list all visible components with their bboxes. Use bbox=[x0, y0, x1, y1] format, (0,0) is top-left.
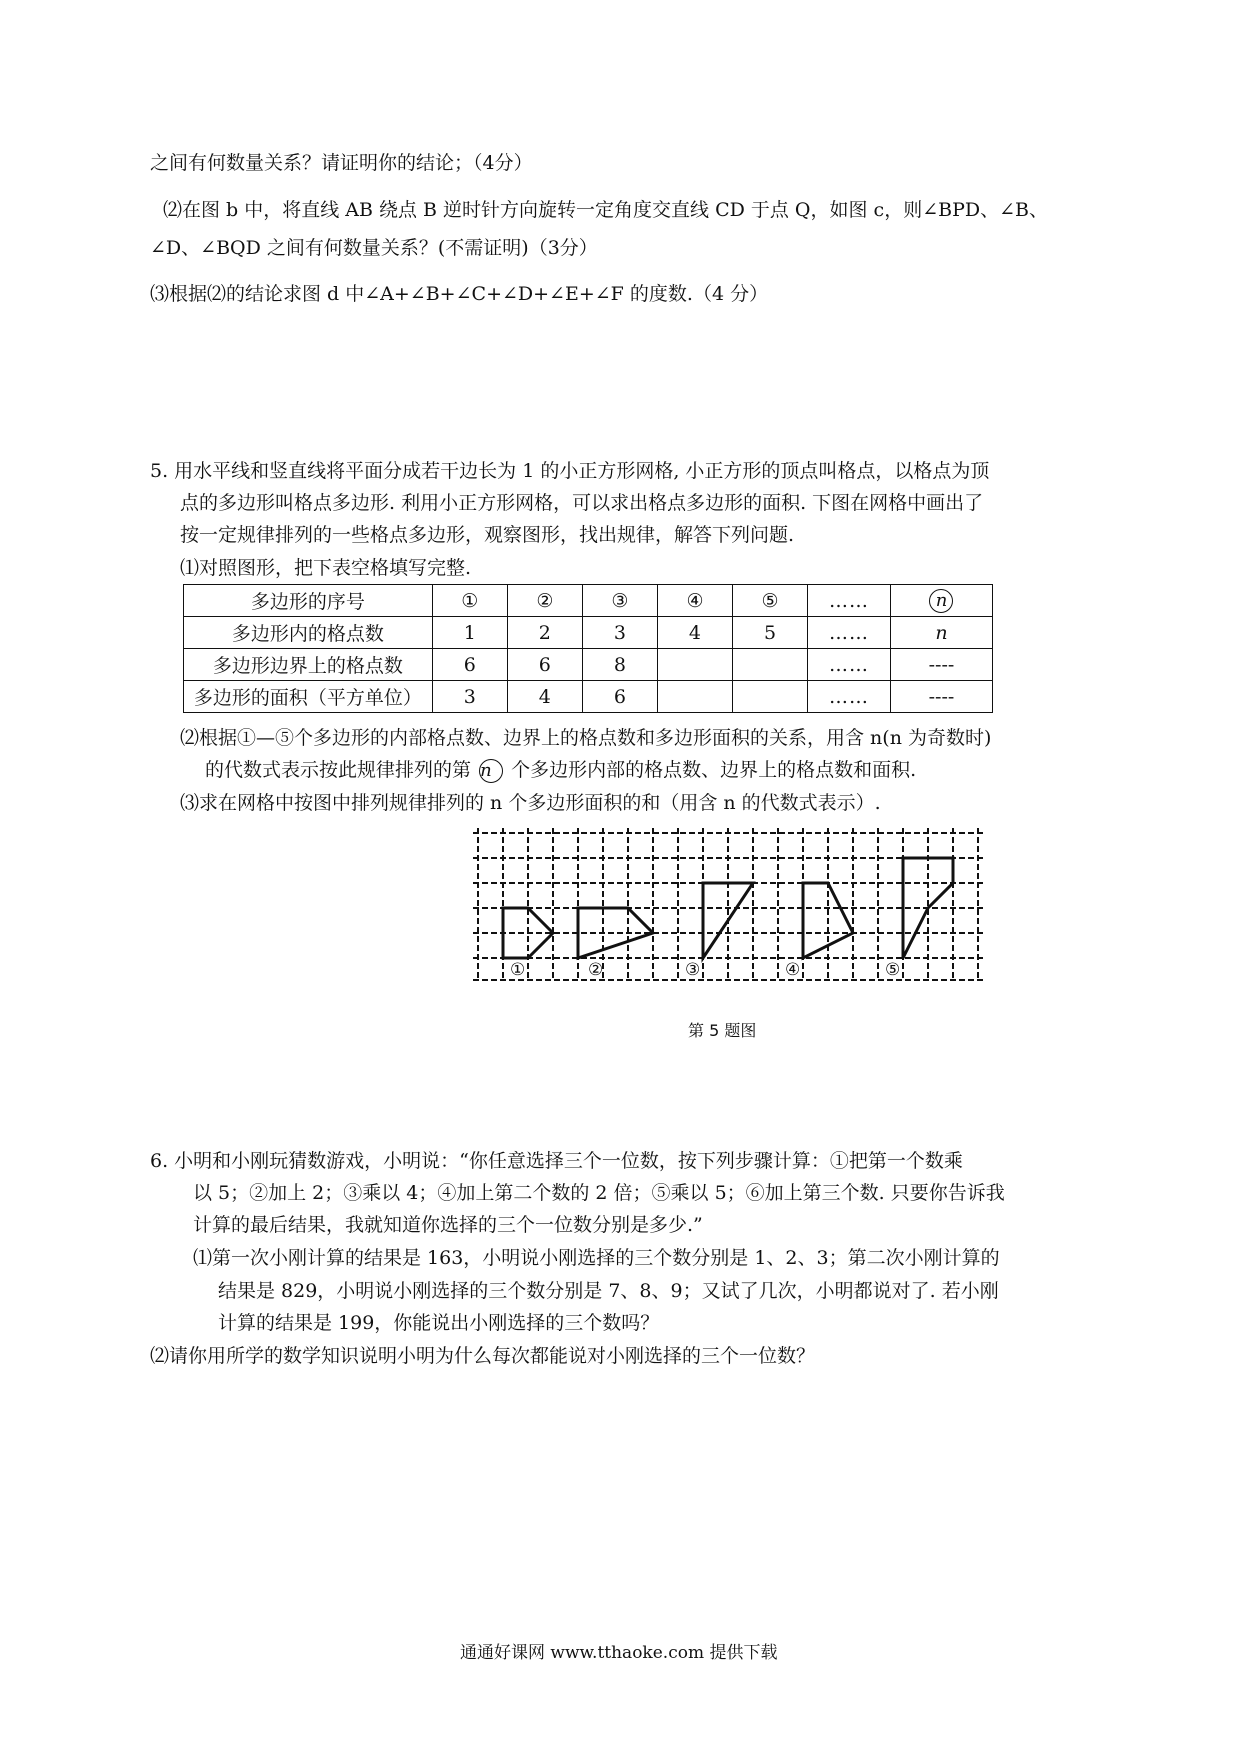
table-cell: 多边形的序号 bbox=[184, 585, 433, 617]
table-cell: …… bbox=[808, 617, 891, 649]
grid-lines bbox=[473, 828, 983, 980]
q6-line-1: 6. 小明和小刚玩猜数游戏，小明说：“你任意选择三个一位数，按下列步骤计算：①把第一个数乘 bbox=[150, 1150, 963, 1172]
table-cell: 2 bbox=[507, 617, 582, 649]
table-cell: 3 bbox=[432, 681, 507, 713]
table-row bbox=[184, 649, 993, 681]
q5-line-6-start: 的代数式表示按此规律排列的第 bbox=[205, 759, 472, 781]
q4-line-4: ⑶根据⑵的结论求图 d 中∠A+∠B+∠C+∠D+∠E+∠F 的度数.（4 分） bbox=[150, 283, 769, 305]
table-cell bbox=[733, 681, 808, 713]
q4-line-3: ∠D、∠BQD 之间有何数量关系？(不需证明)（3分） bbox=[150, 237, 598, 259]
table-cell bbox=[657, 681, 732, 713]
table-cell: ② bbox=[507, 585, 582, 617]
table-cell: ④ bbox=[657, 585, 732, 617]
table-cell: ③ bbox=[582, 585, 657, 617]
q5-line-4: ⑴对照图形，把下表空格填写完整. bbox=[180, 557, 472, 579]
table-cell: 多边形内的格点数 bbox=[184, 617, 433, 649]
q5-line-6 bbox=[205, 757, 916, 783]
table-cell: 4 bbox=[657, 617, 732, 649]
footer-source: 通通好课网 www.tthaoke.com 提供下载 bbox=[460, 1643, 778, 1663]
figure-label-5: ⑤ bbox=[885, 960, 901, 980]
q5-line-6-end: 个多边形内部的格点数、边界上的格点数和面积. bbox=[511, 759, 917, 781]
table-cell: n bbox=[890, 617, 992, 649]
figure-label-3: ③ bbox=[685, 960, 701, 980]
table-cell bbox=[733, 649, 808, 681]
q4-line-2: ⑵在图 b 中，将直线 AB 绕点 B 逆时针方向旋转一定角度交直线 CD 于点 Q，如图 c，则∠BPD、∠B、 bbox=[163, 199, 1048, 221]
q6-line-4: ⑴第一次小刚计算的结果是 163，小明说小刚选择的三个数分别是 1、2、3；第二次小刚计算的 bbox=[193, 1247, 1000, 1269]
table-row bbox=[184, 681, 993, 713]
figure-label-1: ① bbox=[510, 960, 526, 980]
q5-line-2: 点的多边形叫格点多边形. 利用小正方形网格，可以求出格点多边形的面积. 下图在网格中画出了 bbox=[180, 492, 984, 514]
polygon-2 bbox=[578, 908, 653, 958]
table-cell bbox=[657, 649, 732, 681]
table-cell: ---- bbox=[890, 681, 992, 713]
q4-line-1: 之间有何数量关系？请证明你的结论；（4分） bbox=[150, 152, 533, 174]
table-cell: 4 bbox=[507, 681, 582, 713]
table-row bbox=[184, 617, 993, 649]
circled-n: n bbox=[479, 759, 503, 783]
table-cell: ⑤ bbox=[733, 585, 808, 617]
table-cell: …… bbox=[808, 585, 891, 617]
q5-line-5: ⑵根据①—⑤个多边形的内部格点数、边界上的格点数和多边形面积的关系，用含 n(n 为奇数时) bbox=[180, 727, 992, 749]
table-cell: 6 bbox=[582, 681, 657, 713]
figure-caption: 第 5 题图 bbox=[688, 1021, 757, 1040]
table-row bbox=[184, 585, 993, 617]
q6-line-3: 计算的最后结果，我就知道你选择的三个一位数分别是多少.” bbox=[193, 1214, 703, 1236]
figure-label-4: ④ bbox=[785, 960, 801, 980]
q6-line-6: 计算的结果是 199，你能说出小刚选择的三个数吗？ bbox=[218, 1312, 660, 1334]
table-cell: 5 bbox=[733, 617, 808, 649]
q5-line-7: ⑶求在网格中按图中排列规律排列的 n 个多边形面积的和（用含 n 的代数式表示）. bbox=[180, 792, 881, 814]
table-cell: 6 bbox=[432, 649, 507, 681]
table-cell: ① bbox=[432, 585, 507, 617]
table-cell: 多边形的面积（平方单位） bbox=[184, 681, 433, 713]
table-cell: 6 bbox=[507, 649, 582, 681]
table-cell: 1 bbox=[432, 617, 507, 649]
q6-line-5: 结果是 829，小明说小刚选择的三个数分别是 7、8、9；又试了几次，小明都说对了. 若小刚 bbox=[218, 1280, 999, 1302]
q6-line-7: ⑵请你用所学的数学知识说明小明为什么每次都能说对小刚选择的三个一位数？ bbox=[150, 1345, 816, 1367]
table-cell bbox=[890, 585, 992, 617]
q5-line-1: 5. 用水平线和竖直线将平面分成若干边长为 1 的小正方形网格, 小正方形的顶点叫格点，以格点为顶 bbox=[150, 460, 990, 482]
figure-label-2: ② bbox=[588, 960, 604, 980]
table-cell: …… bbox=[808, 649, 891, 681]
table-cell: ---- bbox=[890, 649, 992, 681]
circled-n: n bbox=[929, 589, 953, 613]
table-cell: 3 bbox=[582, 617, 657, 649]
table-cell: 多边形边界上的格点数 bbox=[184, 649, 433, 681]
table-cell: 8 bbox=[582, 649, 657, 681]
table-cell: …… bbox=[808, 681, 891, 713]
lattice-polygons-figure bbox=[470, 825, 990, 985]
q5-table bbox=[183, 584, 993, 713]
q6-line-2: 以 5；②加上 2；③乘以 4；④加上第二个数的 2 倍；⑤乘以 5；⑥加上第三个数. 只要你告诉我 bbox=[193, 1182, 1005, 1204]
q5-line-3: 按一定规律排列的一些格点多边形，观察图形，找出规律，解答下列问题. bbox=[180, 524, 795, 546]
